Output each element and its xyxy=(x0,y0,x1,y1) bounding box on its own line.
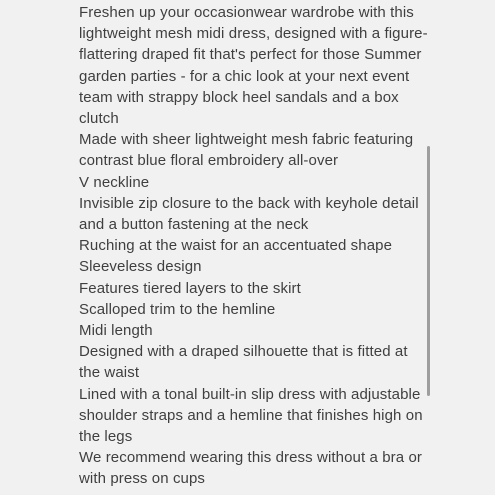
feature-item-sleeves: Sleeveless design xyxy=(79,258,202,276)
vertical-scrollbar[interactable] xyxy=(427,146,430,396)
description-intro: Freshen up your occasionwear wardrobe with this lightweight mesh midi dress, designed with a figure-flattering draped fit that's perfect for those Summer garden parties - for a chic look at your next event team with strappy block heel sandals and a box clutch xyxy=(79,4,428,128)
feature-item-trim: Scalloped trim to the hemline xyxy=(79,300,276,318)
feature-item-neckline: V neckline xyxy=(79,173,150,191)
feature-item-silhouette: Designed with a draped silhouette that is fitted at the waist xyxy=(79,343,408,382)
feature-item-lining: Lined with a tonal built-in slip dress with adjustable shoulder straps and a hemline that finishes high on the legs xyxy=(79,385,423,446)
feature-item-fabric: Made with sheer lightweight mesh fabric featuring contrast blue floral embroidery all-over xyxy=(79,131,414,170)
feature-list xyxy=(79,129,431,489)
product-description xyxy=(79,2,431,490)
feature-item-closure: Invisible zip closure to the back with keyhole detail and a button fastening at the neck xyxy=(79,194,419,234)
feature-item-tiered-skirt: Features tiered layers to the skirt xyxy=(79,279,301,297)
feature-item-ruching: Ruching at the waist for an accentuated shape xyxy=(79,237,393,255)
feature-item-length: Midi length xyxy=(79,322,153,340)
feature-item-bra-advice: We recommend wearing this dress without a bra or with press on cups xyxy=(79,449,423,488)
